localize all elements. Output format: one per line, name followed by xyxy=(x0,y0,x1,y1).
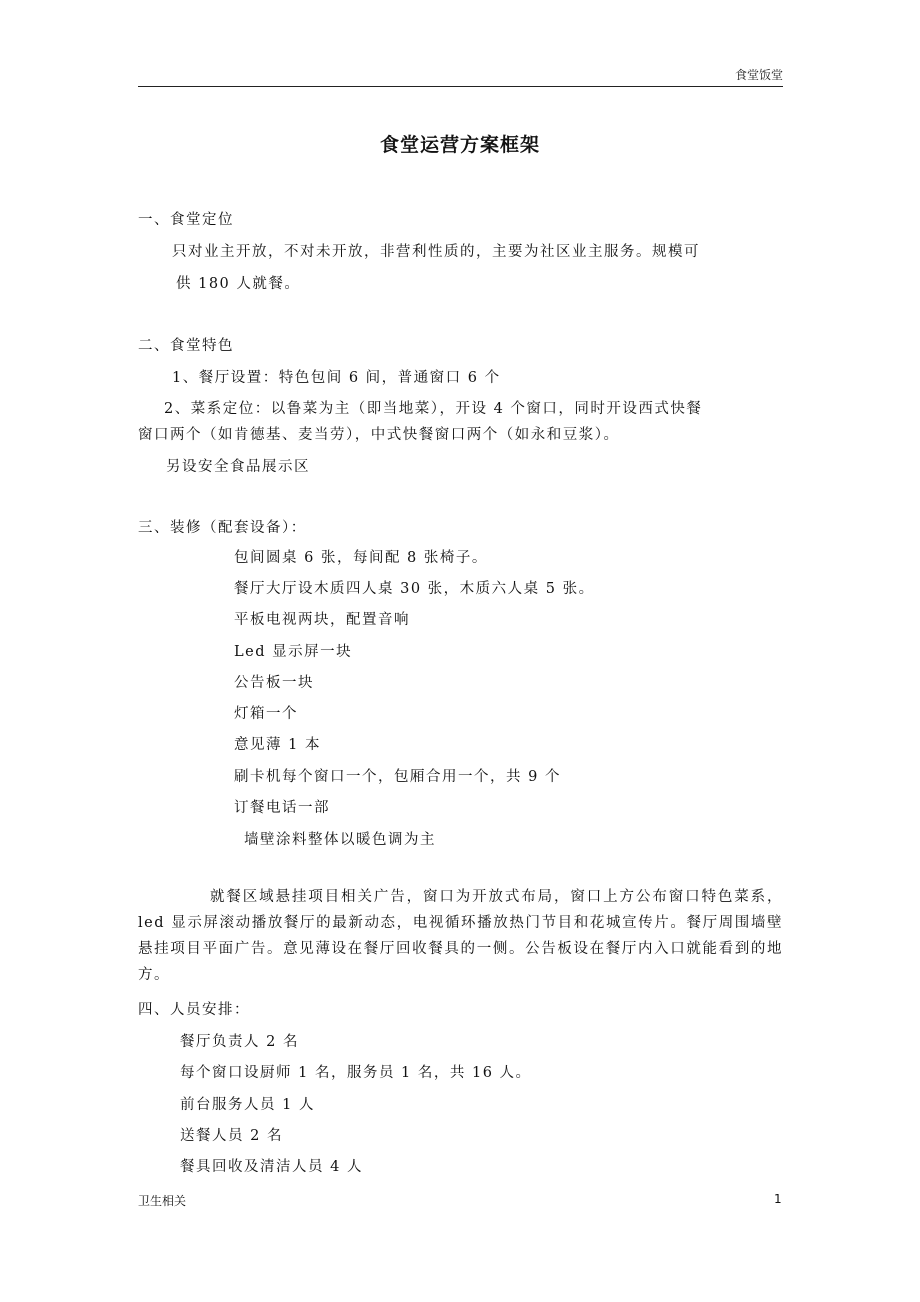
header-rule xyxy=(138,86,783,87)
document-title: 食堂运营方案框架 xyxy=(379,134,540,156)
equipment-item: 餐厅大厅设木质四人桌 30 张，木质六人桌 5 张。 xyxy=(234,581,595,597)
equipment-item: 包间圆桌 6 张，每间配 8 张椅子。 xyxy=(234,550,488,566)
footer-label: 卫生相关 xyxy=(138,1194,187,1208)
section2-heading: 二、食堂特色 xyxy=(138,338,234,354)
equipment-item: 平板电视两块，配置音响 xyxy=(234,612,410,628)
section4-heading: 四、人员安排： xyxy=(138,1002,250,1018)
page-number: 1 xyxy=(774,1192,782,1206)
equipment-item: 意见薄 1 本 xyxy=(234,737,321,753)
equipment-item: Led 显示屏一块 xyxy=(234,644,353,660)
equipment-item: 刷卡机每个窗口一个，包厢合用一个，共 9 个 xyxy=(234,769,561,785)
equipment-item: 订餐电话一部 xyxy=(234,800,330,816)
staff-item: 每个窗口设厨师 1 名，服务员 1 名，共 16 人。 xyxy=(180,1065,532,1081)
equipment-item: 灯箱一个 xyxy=(234,706,298,722)
header-label: 食堂饭堂 xyxy=(734,68,783,82)
staff-item: 送餐人员 2 名 xyxy=(180,1128,283,1144)
section2-item1: 1、餐厅设置：特色包间 6 间，普通窗口 6 个 xyxy=(172,370,501,386)
staff-item: 餐具回收及清洁人员 4 人 xyxy=(180,1159,363,1175)
section2-extra: 另设安全食品展示区 xyxy=(166,459,310,475)
section3-paragraph: 就餐区域悬挂项目相关广告，窗口为开放式布局，窗口上方公布窗口特色菜系，led 显示屏滚动播放餐厅的最新动态，电视循环播放热门节目和花城宣传片。餐厅周围墙壁悬挂项目平面广告。意见薄设在餐厅回收餐具的一侧。公告板设在餐厅内入口就能看到的地方。 xyxy=(138,889,783,983)
section1-heading: 一、食堂定位 xyxy=(138,212,234,228)
staff-item: 前台服务人员 1 人 xyxy=(180,1097,315,1113)
section2-item2-line2: 窗口两个（如肯德基、麦当劳），中式快餐窗口两个（如永和豆浆）。 xyxy=(138,427,620,443)
section2-item2-line1: 2、菜系定位：以鲁菜为主（即当地菜），开设 4 个窗口，同时开设西式快餐 xyxy=(164,401,703,417)
staff-item: 餐厅负责人 2 名 xyxy=(180,1034,299,1050)
equipment-item: 公告板一块 xyxy=(234,675,314,691)
section1-text-line2: 供 180 人就餐。 xyxy=(176,276,301,292)
section1-text-line1: 只对业主开放，不对未开放，非营利性质的，主要为社区业主服务。规模可 xyxy=(172,244,700,260)
section3-heading: 三、装修（配套设备）： xyxy=(138,520,307,536)
equipment-item: 墙壁涂料整体以暖色调为主 xyxy=(244,832,436,848)
